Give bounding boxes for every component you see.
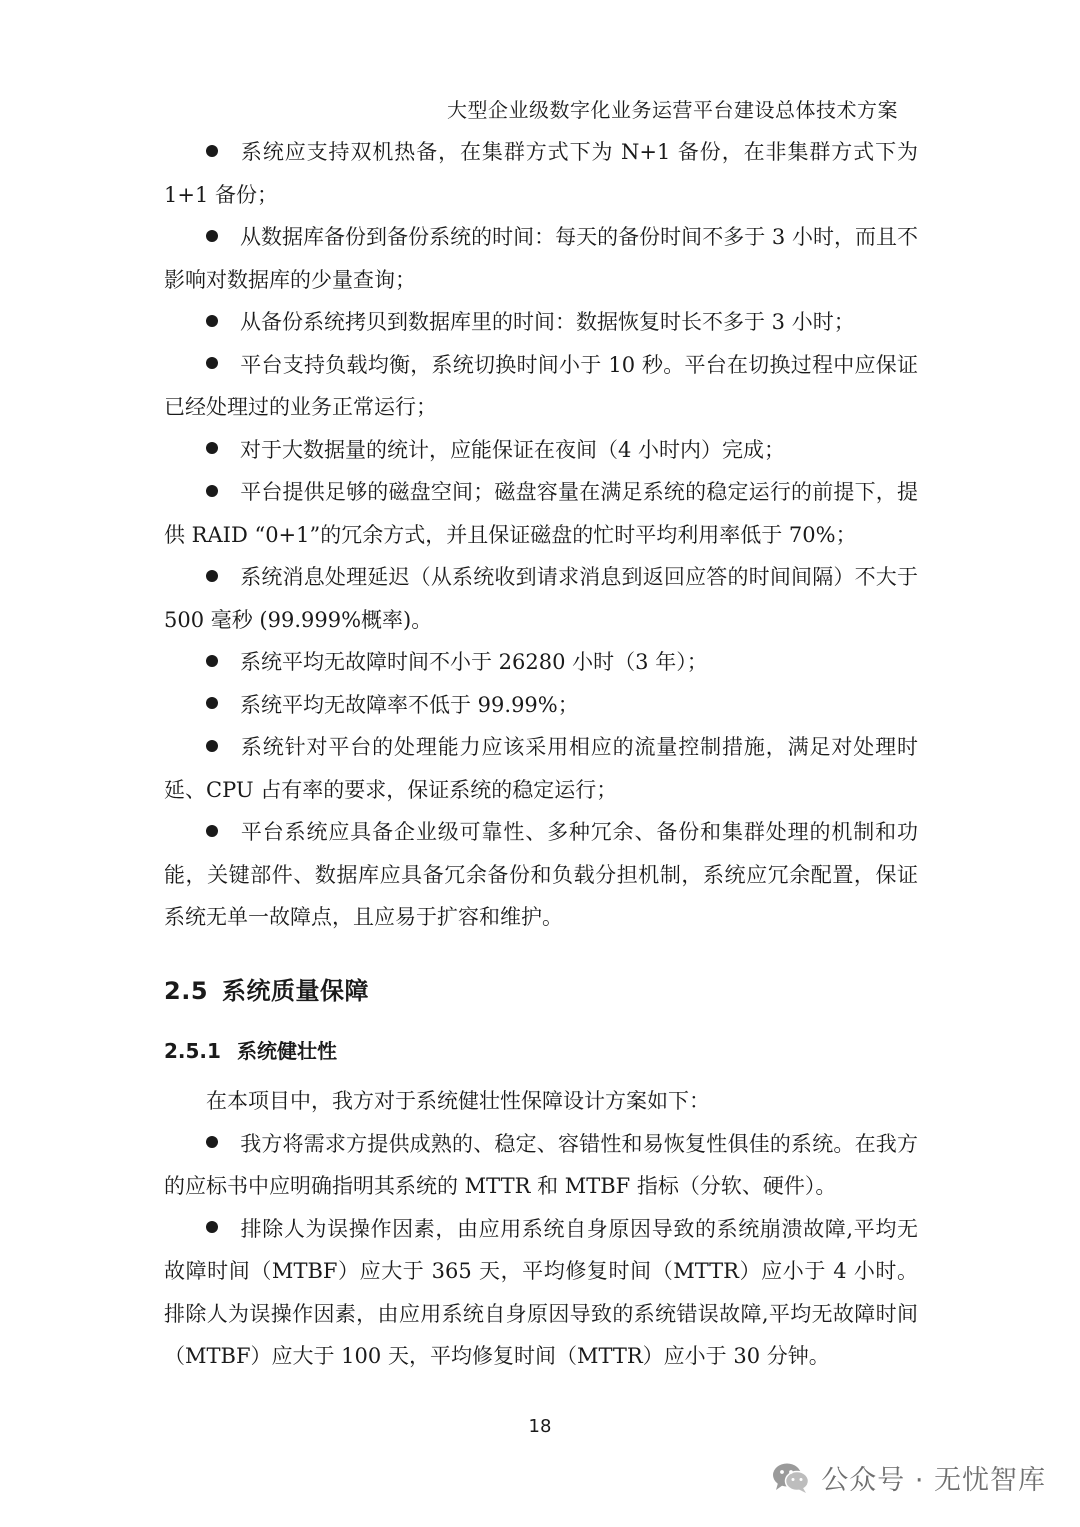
list-item-text: 我方将需求方提供成熟的、稳定、容错性和易恢复性俱佳的系统。在我方的应标书中应明确指明其系统的 MTTR 和 MTBF 指标（分软、硬件）。 — [164, 1131, 918, 1198]
list-item-text: 从备份系统拷贝到数据库里的时间：数据恢复时长不多于 3 小时； — [240, 310, 855, 334]
running-header: 大型企业级数字化业务运营平台建设总体技术方案 — [447, 98, 898, 122]
bullet-icon — [206, 655, 218, 667]
list-item — [164, 301, 918, 344]
list-item — [164, 726, 918, 811]
list-item — [164, 556, 918, 641]
subsection-body — [164, 1080, 918, 1378]
list-item-text: 排除人为误操作因素，由应用系统自身原因导致的系统崩溃故障,平均无故障时间（MTBF）应大于 365 天，平均修复时间（MTTR）应小于 4 小时。排除人为误操作因素，由应用系统自身原因导致的系统错误故障,平均无故障时间（MTBF）应大于 100 天，平均修复时间（MTTR）应小于 30 分钟。 — [164, 1216, 918, 1368]
list-item — [164, 641, 918, 684]
list-item — [164, 429, 918, 472]
list-item-text: 平台系统应具备企业级可靠性、多种冗余、备份和集群处理的机制和功能，关键部件、数据库应具备冗余备份和负载分担机制，系统应冗余配置，保证系统无单一故障点，且应易于扩容和维护。 — [164, 820, 918, 929]
list-item-text: 平台提供足够的磁盘空间；磁盘容量在满足系统的稳定运行的前提下，提供 RAID “0+1”的冗余方式，并且保证磁盘的忙时平均利用率低于 70%； — [164, 480, 918, 547]
bullet-icon — [206, 145, 218, 157]
list-item — [164, 344, 918, 429]
bullet-icon — [206, 697, 218, 709]
list-item — [164, 684, 918, 727]
list-item — [164, 811, 918, 939]
subsection-title: 系统健壮性 — [236, 1039, 337, 1063]
subsection-number: 2.5.1 — [164, 1039, 221, 1063]
intro-paragraph: 在本项目中，我方对于系统健壮性保障设计方案如下： — [206, 1089, 710, 1113]
section-title: 系统质量保障 — [222, 977, 370, 1005]
page-number: 18 — [528, 1416, 552, 1437]
list-item — [164, 1123, 918, 1208]
bullet-icon — [206, 442, 218, 454]
list-item-text: 系统应支持双机热备，在集群方式下为 N+1 备份，在非集群方式下为 1+1 备份； — [164, 140, 918, 207]
subsection-heading — [164, 1035, 337, 1064]
bullet-icon — [206, 1136, 218, 1148]
bullet-icon — [206, 485, 218, 497]
bullet-list-top — [164, 131, 918, 939]
watermark — [771, 1458, 1046, 1497]
list-item-text: 系统平均无故障时间不小于 26280 小时（3 年）； — [240, 650, 708, 674]
list-item-text: 对于大数据量的统计，应能保证在夜间（4 小时内）完成； — [240, 437, 786, 462]
bullet-icon — [206, 740, 218, 752]
list-item — [164, 471, 918, 556]
bullet-icon — [206, 315, 218, 327]
list-item — [164, 1208, 918, 1378]
list-item-text: 系统平均无故障率不低于 99.99%； — [240, 692, 579, 717]
list-item-text: 系统消息处理延迟（从系统收到请求消息到返回应答的时间间隔）不大于 500 毫秒 (99.999%概率)。 — [164, 565, 918, 632]
list-item-text: 从数据库备份到备份系统的时间：每天的备份时间不多于 3 小时，而且不影响对数据库的少量查询； — [164, 225, 918, 292]
list-item — [164, 131, 918, 216]
watermark-text: 公众号 · 无忧智库 — [821, 1465, 1046, 1496]
bullet-icon — [206, 1221, 218, 1233]
wechat-icon — [771, 1461, 811, 1495]
section-heading — [164, 971, 369, 1006]
bullet-icon — [206, 357, 218, 369]
list-item-text: 平台支持负载均衡，系统切换时间小于 10 秒。平台在切换过程中应保证已经处理过的业务正常运行； — [164, 352, 918, 419]
list-item — [164, 216, 918, 301]
bullet-icon — [206, 230, 218, 242]
bullet-icon — [206, 570, 218, 582]
bullet-icon — [206, 825, 218, 837]
section-number: 2.5 — [164, 977, 209, 1005]
list-item-text: 系统针对平台的处理能力应该采用相应的流量控制措施，满足对处理时延、CPU 占有率的要求，保证系统的稳定运行； — [164, 735, 918, 802]
